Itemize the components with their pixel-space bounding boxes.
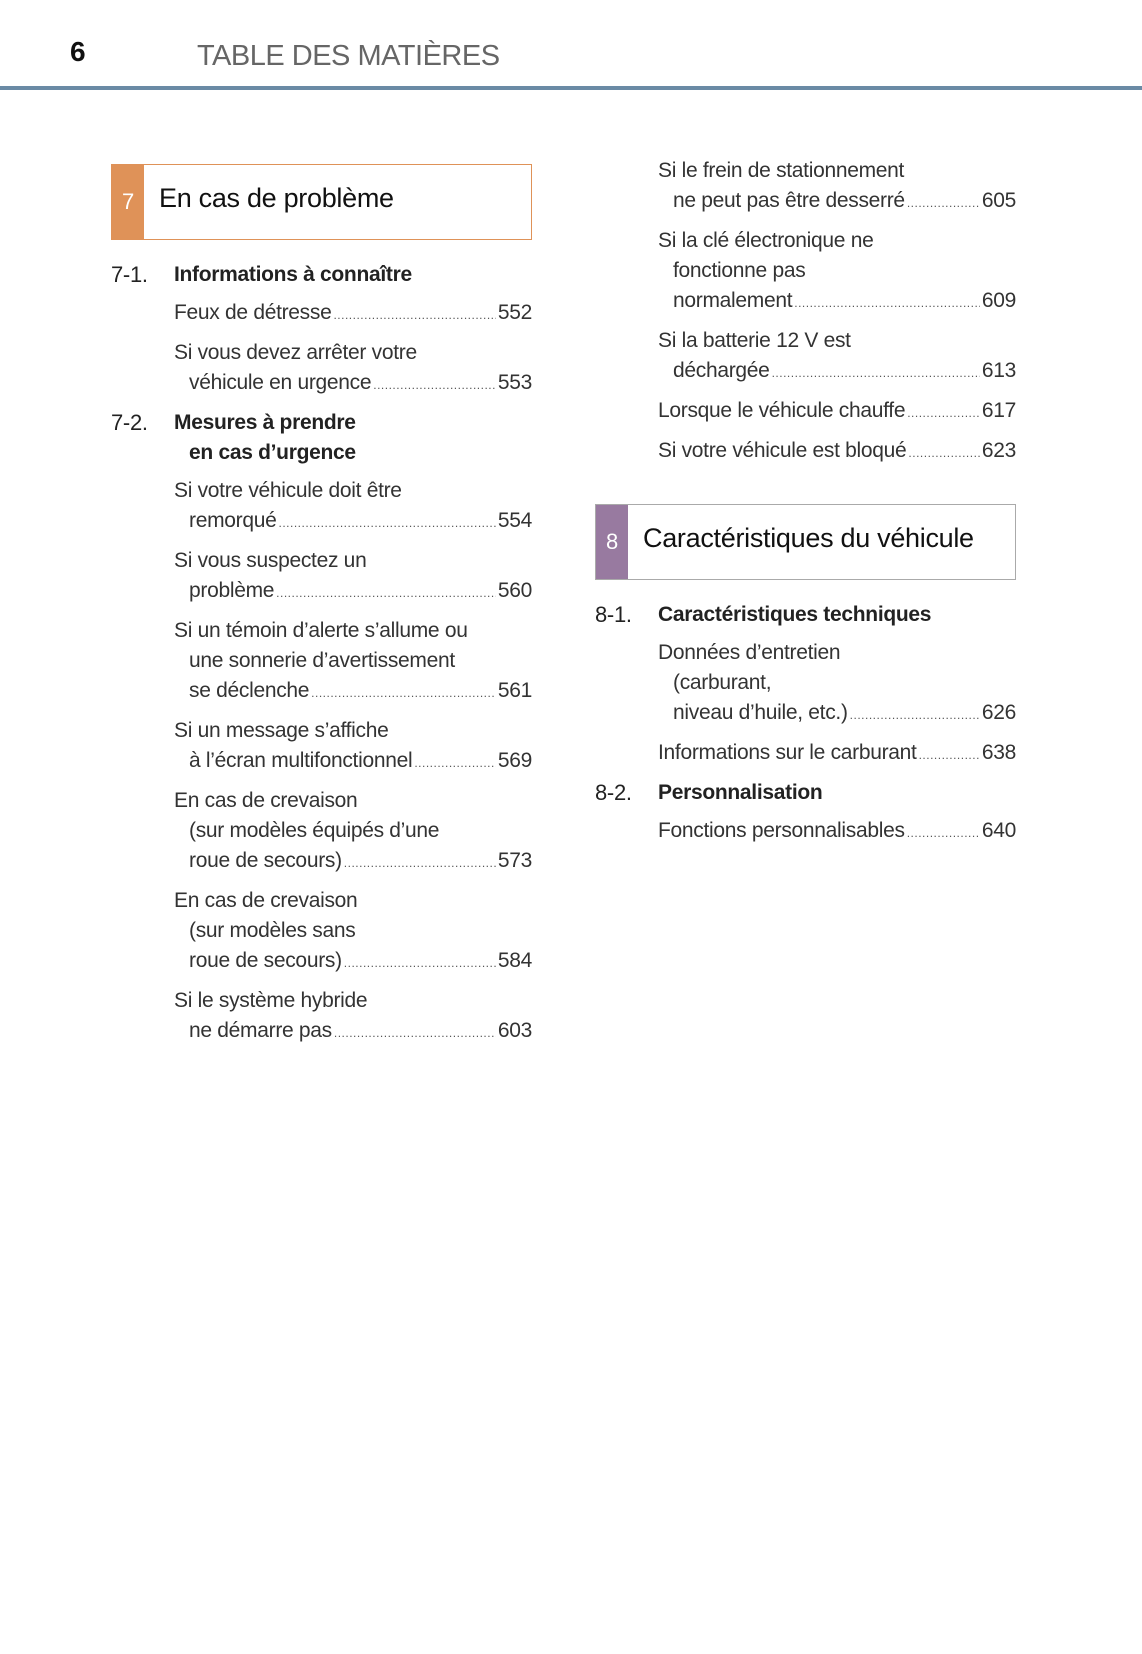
section-title-line: Caractéristiques techniques [658, 603, 932, 626]
toc-entry[interactable] [658, 326, 1016, 388]
entry-line: Données d’entretien [658, 641, 841, 664]
dot-leader [344, 848, 496, 878]
entry-line [658, 698, 1016, 730]
entry-line [174, 676, 532, 708]
dot-leader [311, 678, 496, 708]
entry-text: problème [189, 579, 275, 602]
dot-leader [907, 818, 980, 848]
section-number: 7-2. [111, 410, 148, 435]
toc-entry[interactable] [658, 156, 1016, 218]
page-ref[interactable]: 569 [497, 749, 532, 772]
header-rule [0, 86, 1142, 90]
entry-text: Fonctions personnalisables [658, 819, 905, 842]
chapter-title: En cas de problème [159, 183, 394, 213]
chapter-8-box [595, 504, 1016, 580]
page-ref[interactable]: 613 [981, 359, 1016, 382]
section-title [658, 778, 822, 808]
entry-line [658, 436, 1016, 468]
entry-line: fonctionne pas [673, 259, 806, 282]
section-heading [595, 600, 1016, 630]
section-number: 7-1. [111, 262, 148, 287]
toc-list [595, 156, 1016, 468]
section-title [174, 408, 356, 468]
toc-entry[interactable] [658, 396, 1016, 428]
entry-text: roue de secours) [189, 849, 342, 872]
entry-line: Si votre véhicule doit être [174, 479, 402, 502]
dot-leader [276, 578, 496, 608]
toc-entry[interactable] [174, 338, 532, 400]
entry-line: En cas de crevaison [174, 889, 358, 912]
page-ref[interactable]: 640 [981, 819, 1016, 842]
toc-entry[interactable] [658, 816, 1016, 848]
entry-line: Si la clé électronique ne [658, 229, 874, 252]
page-ref[interactable]: 560 [497, 579, 532, 602]
entry-text: remorqué [189, 509, 277, 532]
entry-line: Si vous devez arrêter votre [174, 341, 417, 364]
toc-entry[interactable] [658, 436, 1016, 468]
page-ref[interactable]: 623 [981, 439, 1016, 462]
entry-line [174, 576, 532, 608]
entry-line: (sur modèles équipés d’une [189, 819, 440, 842]
chapter-number: 8 [596, 505, 628, 579]
dot-leader [373, 370, 496, 400]
toc-entry[interactable] [174, 476, 532, 538]
entry-line: une sonnerie d’avertissement [189, 649, 455, 672]
entry-text: roue de secours) [189, 949, 342, 972]
section-title-line: Informations à connaître [174, 263, 412, 286]
entry-line [658, 356, 1016, 388]
page-ref[interactable]: 584 [497, 949, 532, 972]
section-heading [111, 408, 532, 468]
entry-line [174, 506, 532, 538]
toc-entry[interactable] [174, 616, 532, 708]
toc-list [595, 600, 1016, 848]
entry-line [658, 396, 1016, 428]
dot-leader [333, 300, 495, 330]
section-heading [111, 260, 532, 290]
toc-entry[interactable] [174, 986, 532, 1048]
dot-leader [850, 700, 980, 730]
chapter-number: 7 [112, 165, 144, 239]
dot-leader [907, 398, 980, 428]
section-title-line: en cas d’urgence [189, 441, 356, 464]
entry-line [174, 946, 532, 978]
section-title-line: Mesures à prendre [174, 411, 356, 434]
toc-entry[interactable] [174, 786, 532, 878]
page-number: 6 [70, 36, 86, 67]
entry-text: se déclenche [189, 679, 310, 702]
entry-line: Si le frein de stationnement [658, 159, 905, 182]
toc-entry[interactable] [174, 886, 532, 978]
entry-text: déchargée [673, 359, 770, 382]
entry-text: Informations sur le carburant [658, 741, 917, 764]
dot-leader [794, 288, 980, 318]
entry-text: véhicule en urgence [189, 371, 372, 394]
entry-line [174, 846, 532, 878]
dot-leader [908, 438, 979, 468]
entry-text: ne peut pas être desserré [673, 189, 905, 212]
entry-line [174, 746, 532, 778]
entry-text: à l’écran multifonctionnel [189, 749, 413, 772]
entry-line: Si un témoin d’alerte s’allume ou [174, 619, 468, 642]
entry-line: Si la batterie 12 V est [658, 329, 851, 352]
chapter-7-box [111, 164, 532, 240]
page-ref[interactable]: 553 [497, 371, 532, 394]
page-ref[interactable]: 552 [497, 301, 532, 324]
entry-line [174, 298, 532, 330]
section-number: 8-1. [595, 602, 632, 627]
entry-line: (carburant, [673, 671, 772, 694]
toc-entry[interactable] [658, 226, 1016, 318]
entry-line [174, 368, 532, 400]
toc-entry[interactable] [658, 638, 1016, 730]
section-number: 8-2. [595, 780, 632, 805]
page-ref[interactable]: 609 [981, 289, 1016, 312]
entry-line: Si un message s’affiche [174, 719, 389, 742]
entry-line: Si vous suspectez un [174, 549, 367, 572]
dot-leader [344, 948, 496, 978]
entry-text: ne démarre pas [189, 1019, 332, 1042]
entry-text: Feux de détresse [174, 301, 332, 324]
toc-entry[interactable] [174, 546, 532, 608]
toc-entry[interactable] [174, 716, 532, 778]
page-ref[interactable]: 603 [497, 1019, 532, 1042]
dot-leader [772, 358, 980, 388]
chapter-title: Caractéristiques du véhicule [643, 523, 974, 553]
dot-leader [278, 508, 495, 538]
entry-line [174, 1016, 532, 1048]
right-column [595, 156, 1016, 848]
entry-line [658, 286, 1016, 318]
page-ref[interactable]: 638 [981, 741, 1016, 764]
entry-line: En cas de crevaison [174, 789, 358, 812]
entry-line [658, 738, 1016, 770]
page-title: TABLE DES MATIÈRES [197, 40, 500, 72]
left-column [111, 164, 532, 1048]
entry-text: normalement [673, 289, 793, 312]
dot-leader [334, 1018, 496, 1048]
page-ref[interactable]: 626 [981, 701, 1016, 724]
entry-line [658, 816, 1016, 848]
page-ref[interactable]: 605 [981, 189, 1016, 212]
dot-leader [907, 188, 980, 218]
toc-entry[interactable] [174, 298, 532, 330]
page-ref[interactable]: 573 [497, 849, 532, 872]
page-ref[interactable]: 561 [497, 679, 532, 702]
page-ref[interactable]: 617 [981, 399, 1016, 422]
section-heading [595, 778, 1016, 808]
entry-text: Si votre véhicule est bloqué [658, 439, 907, 462]
entry-text: niveau d’huile, etc.) [673, 701, 848, 724]
section-title [174, 260, 412, 290]
section-title [658, 600, 931, 630]
dot-leader [414, 748, 496, 778]
entry-line [658, 186, 1016, 218]
entry-line: Si le système hybride [174, 989, 368, 1012]
toc-list [111, 260, 532, 1048]
entry-text: Lorsque le véhicule chauffe [658, 399, 906, 422]
toc-entry[interactable] [658, 738, 1016, 770]
page-ref[interactable]: 554 [497, 509, 532, 532]
section-title-line: Personnalisation [658, 781, 823, 804]
dot-leader [919, 740, 980, 770]
entry-line: (sur modèles sans [189, 919, 356, 942]
